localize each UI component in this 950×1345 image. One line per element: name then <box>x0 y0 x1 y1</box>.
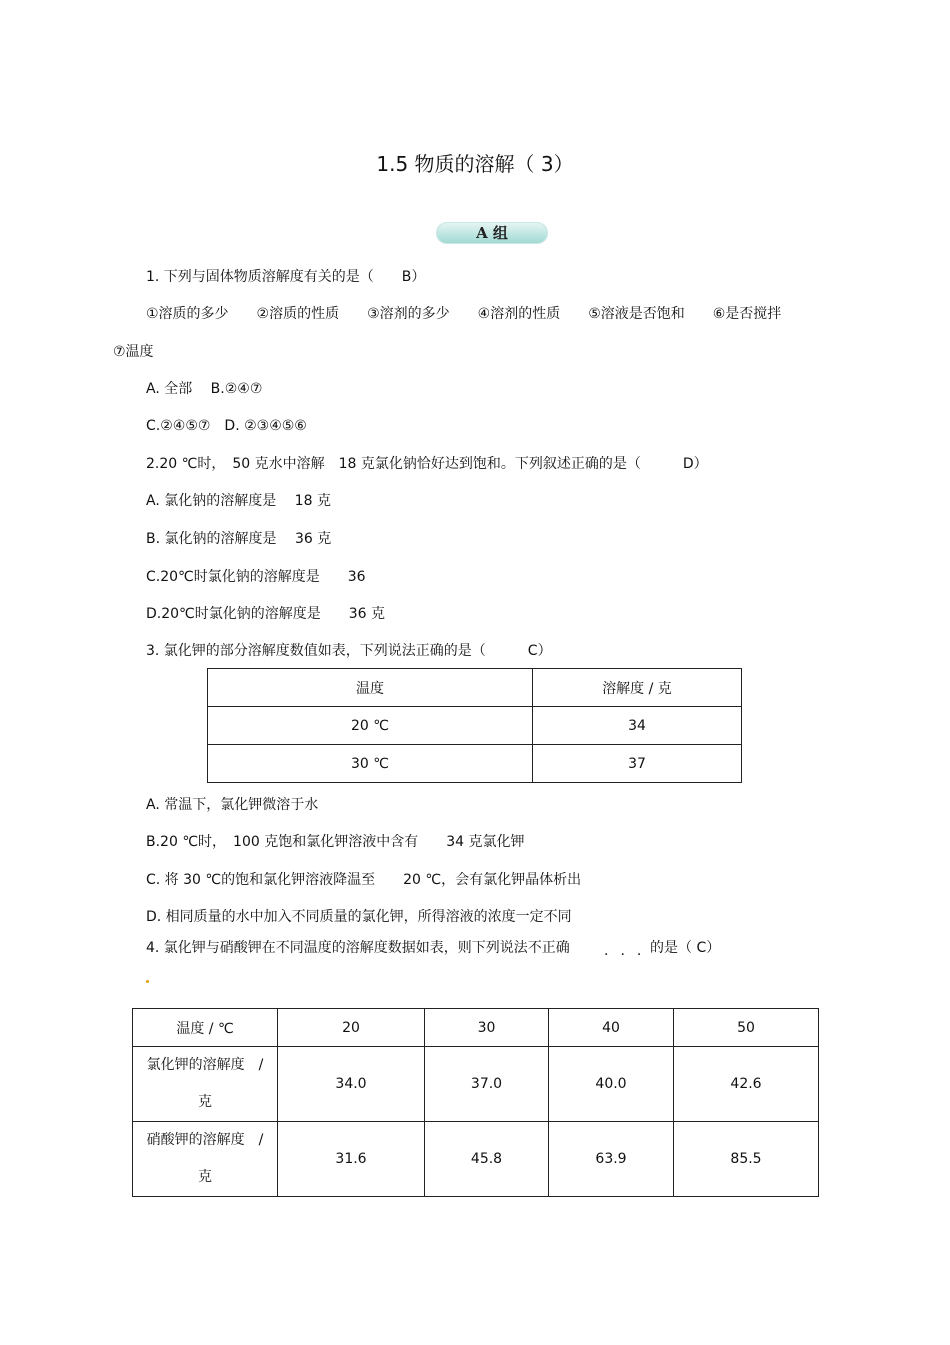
q1-choice-cd: C.②④⑤⑦ D. ②③④⑤⑥ <box>146 418 307 434</box>
table-cell: 34.0 <box>278 1047 425 1122</box>
table-header-cell: 50 <box>674 1009 819 1047</box>
table-cell: 30 ℃ <box>208 745 533 783</box>
q4-stem: 4. 氯化钾与硝酸钾在不同温度的溶解度数据如表，则下列说法不正确 <box>146 940 570 956</box>
q4-solubility-table <box>132 1008 819 1197</box>
q1-options-line2: ⑦温度 <box>113 344 154 360</box>
table-cell: 34 <box>533 707 742 745</box>
q2-option-d: D.20℃时氯化钠的溶解度是 36 克 <box>146 606 386 622</box>
row-label <box>133 1047 278 1122</box>
table-header-cell: 30 <box>425 1009 549 1047</box>
table-cell: 63.9 <box>549 1122 674 1197</box>
table-cell: 45.8 <box>425 1122 549 1197</box>
q4-emphasis-dots: ... <box>604 943 654 959</box>
row-label-line2: 克 <box>198 1169 212 1185</box>
q3-option-a: A. 常温下，氯化钾微溶于水 <box>146 797 319 813</box>
q1-options-line1: ①溶质的多少 ②溶质的性质 ③溶剂的多少 ④溶剂的性质 ⑤溶液是否饱和 ⑥是否搅拌 <box>146 306 782 322</box>
table-row <box>208 707 742 745</box>
table-header-cell: 40 <box>549 1009 674 1047</box>
table-cell: 42.6 <box>674 1047 819 1122</box>
table-cell: 85.5 <box>674 1122 819 1197</box>
q3-solubility-table <box>207 668 742 783</box>
q2-option-a: A. 氯化钠的溶解度是 18 克 <box>146 493 331 509</box>
q2-option-c: C.20℃时氯化钠的溶解度是 36 <box>146 569 366 585</box>
table-header-cell: 温度 <box>208 669 533 707</box>
row-label <box>133 1122 278 1197</box>
q1-choice-ab: A. 全部 B.②④⑦ <box>146 381 263 397</box>
stray-dot <box>146 980 149 983</box>
table-cell: 31.6 <box>278 1122 425 1197</box>
table-row <box>133 1047 819 1122</box>
q2-stem: 2.20 ℃时， 50 克水中溶解 18 克氯化钠恰好达到饱和。下列叙述正确的是（ D） <box>146 456 708 472</box>
table-header-row <box>133 1009 819 1047</box>
table-header-cell: 20 <box>278 1009 425 1047</box>
q1-stem: 1. 下列与固体物质溶解度有关的是（ B） <box>146 269 426 285</box>
table-cell: 37.0 <box>425 1047 549 1122</box>
q2-option-b: B. 氯化钠的溶解度是 36 克 <box>146 531 332 547</box>
row-label-line2: 克 <box>198 1094 212 1110</box>
table-row <box>133 1122 819 1197</box>
table-header-cell: 温度 / ℃ <box>133 1009 278 1047</box>
table-cell: 20 ℃ <box>208 707 533 745</box>
table-cell: 37 <box>533 745 742 783</box>
q3-stem: 3. 氯化钾的部分溶解度数值如表，下列说法正确的是（ C） <box>146 643 552 659</box>
q3-option-b: B.20 ℃时， 100 克饱和氯化钾溶液中含有 34 克氯化钾 <box>146 834 525 850</box>
q4-stem-tail: 的是（ C） <box>650 940 721 956</box>
group-a-badge: A 组 <box>436 222 548 244</box>
table-cell: 40.0 <box>549 1047 674 1122</box>
row-label-line1: 氯化钾的溶解度 / <box>146 1057 264 1073</box>
q3-option-c: C. 将 30 ℃的饱和氯化钾溶液降温至 20 ℃，会有氯化钾晶体析出 <box>146 872 582 888</box>
table-header-row <box>208 669 742 707</box>
table-row <box>208 745 742 783</box>
row-label-line1: 硝酸钾的溶解度 / <box>146 1132 264 1148</box>
q3-option-d: D. 相同质量的水中加入不同质量的氯化钾，所得溶液的浓度一定不同 <box>146 909 572 925</box>
table-header-cell: 溶解度 / 克 <box>533 669 742 707</box>
page-title: 1.5 物质的溶解（ 3） <box>376 152 574 176</box>
